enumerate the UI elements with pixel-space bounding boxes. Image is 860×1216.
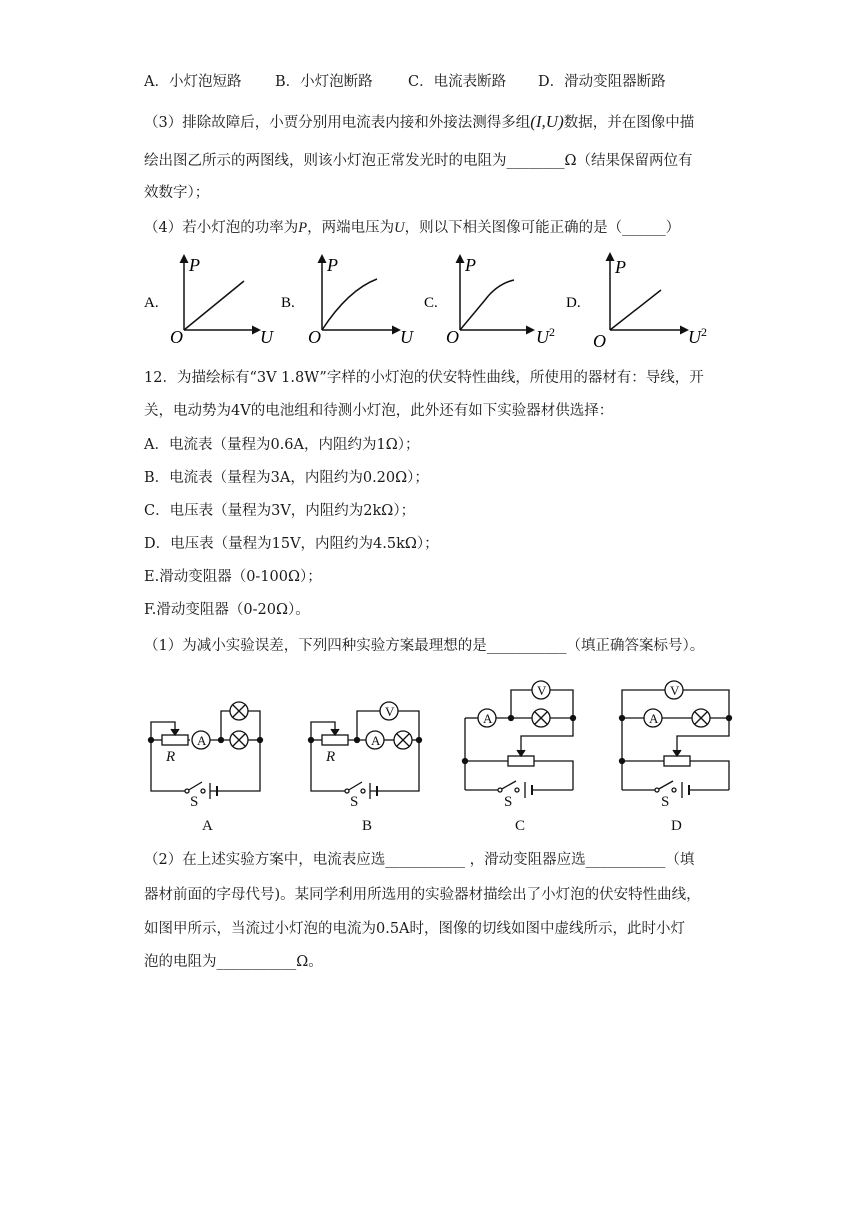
q12-stem-line2: 关，电动势为4V的电池组和待测小灯泡，此外还有如下实验器材供选择： [144, 403, 614, 419]
circuit-caption-c: C [515, 818, 526, 834]
ammeter-letter: A [197, 733, 207, 748]
voltmeter-letter: V [670, 683, 680, 698]
rheostat [162, 735, 188, 745]
axis-p: P [189, 255, 200, 275]
var-u: U [394, 220, 405, 236]
ammeter-letter: A [649, 711, 659, 726]
text-segment: （4）若小灯泡的功率为 [144, 220, 299, 236]
equipment-a: A．电流表（量程为0.6A，内阻约为1Ω）； [144, 437, 420, 453]
pu-graphs [0, 245, 860, 355]
ammeter-letter: A [371, 733, 381, 748]
circuit-caption-a: A [202, 818, 213, 834]
q12-part2-line3: 如图甲所示，当流过小灯泡的电流为0.5A时，图像的切线如图中虚线所示，此时小灯 [144, 921, 686, 937]
graph-c [424, 255, 555, 347]
switch-label: S [661, 794, 670, 810]
circuit-c [463, 681, 576, 798]
curve-line [184, 281, 244, 330]
text-segment: ，则以下相关图像可能正确的是（______） [404, 220, 681, 236]
origin-label: O [170, 327, 183, 347]
axis-u: U [400, 327, 413, 347]
equipment-c: C．电压表（量程为3V，内阻约为2kΩ）； [144, 503, 416, 519]
circuit-caption-b: B [362, 818, 373, 834]
axis-p: P [615, 257, 626, 277]
curve-line [610, 290, 661, 330]
q11-part3-line2: 绘出图乙所示的两图线，则该小灯泡正常发光时的电阻为________Ω（结果保留两位有 [144, 153, 693, 169]
graph-d [566, 255, 707, 351]
rheostat [322, 735, 348, 745]
equipment-e: E.滑动变阻器（0-100Ω）； [144, 569, 322, 585]
origin-label: O [308, 327, 321, 347]
origin-label: O [593, 331, 606, 351]
text-segment: 数据，并在图像中描 [563, 115, 695, 131]
option-c: C．电流表断路 [408, 74, 507, 90]
graph-label: A. [144, 295, 159, 311]
q12-part2-line2: 器材前面的字母代号)。某同学利用所选用的实验器材描绘出了小灯泡的伏安特性曲线， [144, 887, 701, 903]
graph-label: C. [424, 295, 438, 311]
graph-a [144, 255, 274, 347]
equipment-b: B．电流表（量程为3A，内阻约为0.20Ω）； [144, 470, 429, 486]
axis-p: P [465, 255, 476, 275]
switch-label: S [190, 794, 199, 810]
rheostat-label: R [166, 749, 176, 765]
axis-u2: $U^2$ [688, 325, 707, 347]
curve-sublinear [460, 280, 514, 330]
rheostat [508, 756, 534, 766]
graph-label: B. [281, 295, 295, 311]
rheostat-label: R [326, 749, 336, 765]
axis-u: U [260, 327, 273, 347]
switch-label: S [504, 794, 513, 810]
axis-p: P [327, 255, 338, 275]
q11-part4 [144, 218, 680, 238]
q12-part2-line4: 泡的电阻为___________Ω。 [144, 954, 323, 970]
rheostat [664, 756, 690, 766]
graph-label: D. [566, 295, 581, 311]
voltmeter-letter: V [537, 683, 547, 698]
var-p: P [298, 220, 308, 236]
curve-concave [322, 279, 377, 330]
text-segment: ，两端电压为 [307, 220, 395, 236]
circuit-caption-d: D [671, 818, 682, 834]
option-b: B．小灯泡断路 [275, 74, 373, 90]
q11-part3-line3: 效数字）； [144, 185, 210, 201]
math-iu: (I,U) [530, 112, 564, 131]
equipment-d: D．电压表（量程为15V，内阻约为4.5kΩ）； [144, 536, 439, 552]
graph-b [281, 255, 414, 347]
ammeter-letter: A [483, 711, 493, 726]
q12-part2-line1: （2）在上述实验方案中，电流表应选___________ ，滑动变阻器应选___________（填 [144, 852, 695, 868]
axis-u2: $U^2$ [536, 325, 555, 347]
circuit-diagrams [0, 670, 860, 840]
q12-stem-line1: 12．为描绘标有“3V 1.8W”字样的小灯泡的伏安特性曲线，所使用的器材有：导线，开 [144, 370, 704, 386]
q11-part3-line1 [144, 112, 694, 133]
switch-label: S [350, 794, 359, 810]
equipment-f: F.滑动变阻器（0-20Ω）。 [144, 602, 310, 618]
origin-label: O [446, 327, 459, 347]
circuit-d [620, 681, 732, 798]
option-a: A．小灯泡短路 [144, 74, 242, 90]
text-segment: （3）排除故障后，小贾分别用电流表内接和外接法测得多组 [144, 115, 531, 131]
q12-part1: （1）为减小实验误差，下列四种实验方案最理想的是___________（填正确答案标号）。 [144, 638, 705, 654]
voltmeter-letter: V [385, 704, 395, 719]
option-d: D．滑动变阻器断路 [538, 74, 666, 90]
